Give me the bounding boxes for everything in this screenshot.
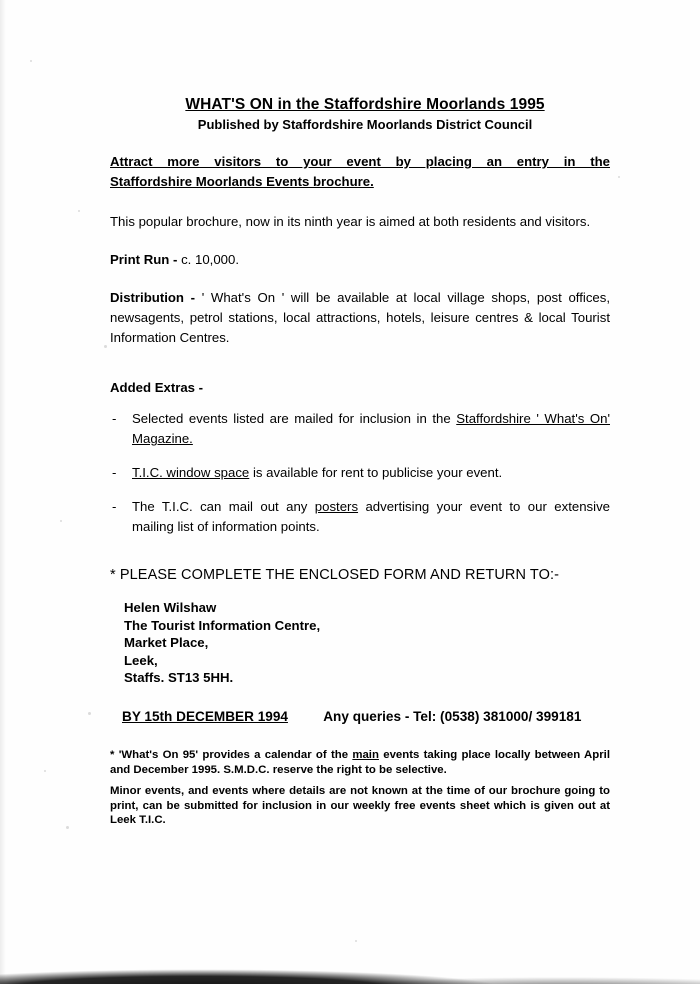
deadline-date: BY 15th DECEMBER 1994 [122,708,288,724]
scan-speck [44,770,46,772]
footnote-text-underlined: main [352,749,379,761]
document-body [110,96,610,724]
list-item [110,409,610,449]
scan-speck [88,712,91,715]
scan-speck [78,210,80,212]
scan-speck [104,345,107,348]
extra-text-before: Selected events listed are mailed for inclusion in the [132,411,457,426]
extra-text-before: The T.I.C. can mail out any [132,499,315,514]
scan-speck [30,60,32,62]
print-run-value: c. 10,000. [181,252,239,267]
list-item [110,497,610,537]
extras-list [110,409,610,537]
scan-bottom-shadow [0,954,700,984]
extra-text-after: advertising your event to our extensive mailing list of information points. [132,499,610,534]
extra-text-underlined: Staffordshire ' What's On' Magazine. [132,411,610,446]
address-line: Market Place, [124,635,209,650]
address-line: Leek, [124,652,158,668]
extra-text-after: is available for rent to publicise your event. [249,465,503,480]
completion-instruction: * PLEASE COMPLETE THE ENCLOSED FORM AND RETURN TO:- [110,567,560,583]
bullet-dash: - [112,411,117,426]
bullet-dash: - [112,499,117,514]
page-left-edge-shadow [0,0,6,984]
scan-speck [355,940,357,942]
scan-speck [60,520,62,522]
page-subtitle: Published by Staffordshire Moorlands District Council [197,117,533,132]
return-address [124,599,610,687]
footnote-text-before: * 'What's On 95' provides a calendar of the [110,749,353,761]
list-item [110,463,610,483]
address-line: Staffs. ST13 5HH. [124,670,234,685]
address-line: Helen Wilshaw [124,600,217,615]
print-run-paragraph [110,250,610,270]
address-line: The Tourist Information Centre, [124,617,321,633]
extra-text-underlined: posters [314,499,359,514]
added-extras-heading: Added Extras - [110,380,204,395]
extra-text-underlined: T.I.C. window space [132,465,250,480]
distribution-label: Distribution - [110,290,196,305]
print-run-label: Print Run - [110,252,178,267]
intro-paragraph: This popular brochure, now in its ninth year is aimed at both residents and visitors. [110,214,591,229]
page-title: WHAT'S ON in the Staffordshire Moorlands 1995 [185,96,545,113]
footnote-text-after: events taking place locally between April and December 1995. S.M.D.C. reserve the right to be selective. [110,749,610,776]
footnote-line-2: Minor events, and events where details are not known at the time of our brochure going to print, can be submitted for inclusion in our weekly free events sheet which is given out at Leek T.I.C. [110,785,610,827]
bullet-dash: - [112,465,117,480]
scan-speck [66,826,69,829]
queries-text: Any queries - Tel: (0538) 381000/ 399181 [323,708,582,724]
footnote-block [110,748,610,828]
deadline-row [122,709,610,724]
lead-line-1: Attract more visitors to your event by placing an entry in the [110,154,610,169]
scan-speck [618,176,620,178]
footnote-line-1 [110,748,610,777]
lead-paragraph [110,152,610,192]
lead-line-2: Staffordshire Moorlands Events brochure. [110,174,374,189]
distribution-paragraph [110,288,610,348]
distribution-text: ' What's On ' will be available at local village shops, post offices, newsagents, petrol stations, local attractions, hotels, leisure centres & local Tourist Information Centres. [110,290,610,345]
